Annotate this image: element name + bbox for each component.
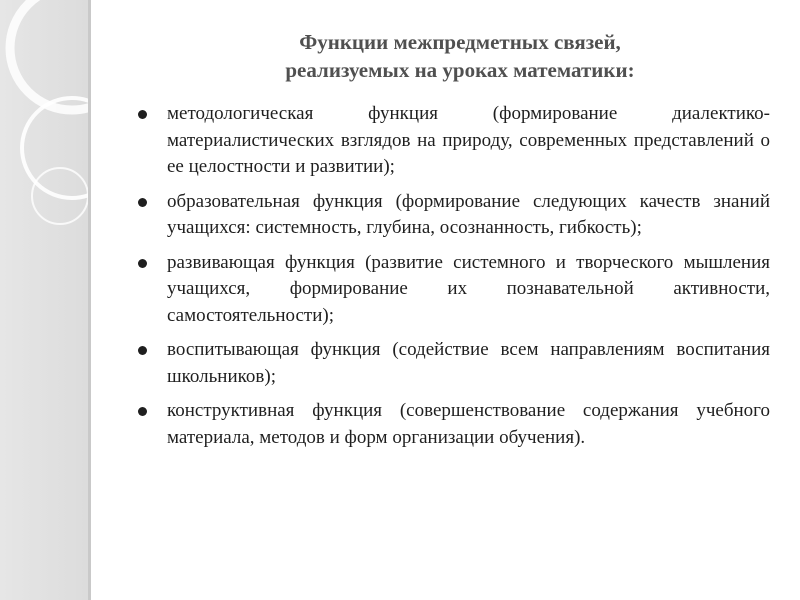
list-item (120, 250, 770, 330)
list-item-text: образовательная функция (формирование следующих качеств знаний учащихся: системность, глубина, осознанность, гибкость); (167, 190, 770, 238)
bullet-icon (138, 407, 147, 416)
list-item-text: методологическая функция (формирование диалектико-материалистических взглядов на природу, современных представлений о ее целостности и развитии); (167, 103, 770, 177)
bullet-icon (138, 110, 147, 119)
list-item-text: развивающая функция (развитие системного и творческого мышления учащихся, формирование их познавательной активности, самостоятельности); (167, 251, 770, 326)
slide-title (150, 28, 770, 84)
sidebar-divider (88, 0, 91, 600)
bullet-icon (138, 259, 147, 268)
list-item (120, 398, 770, 451)
circles-decoration-icon (0, 0, 88, 600)
decorative-sidebar (0, 0, 88, 600)
bullet-icon (138, 198, 147, 207)
title-line-2: реализуемых на уроках математики: (285, 58, 635, 82)
bullet-list (120, 101, 770, 459)
list-item-text: конструктивная функция (совершенствование содержания учебного материала, методов и форм организации обучения). (167, 400, 770, 448)
list-item-text: воспитывающая функция (содействие всем направлениям воспитания школьников); (167, 339, 770, 387)
list-item (120, 101, 770, 181)
list-item (120, 337, 770, 390)
bullet-icon (138, 346, 147, 355)
title-line-1: Функции межпредметных связей, (299, 30, 621, 54)
list-item (120, 189, 770, 242)
